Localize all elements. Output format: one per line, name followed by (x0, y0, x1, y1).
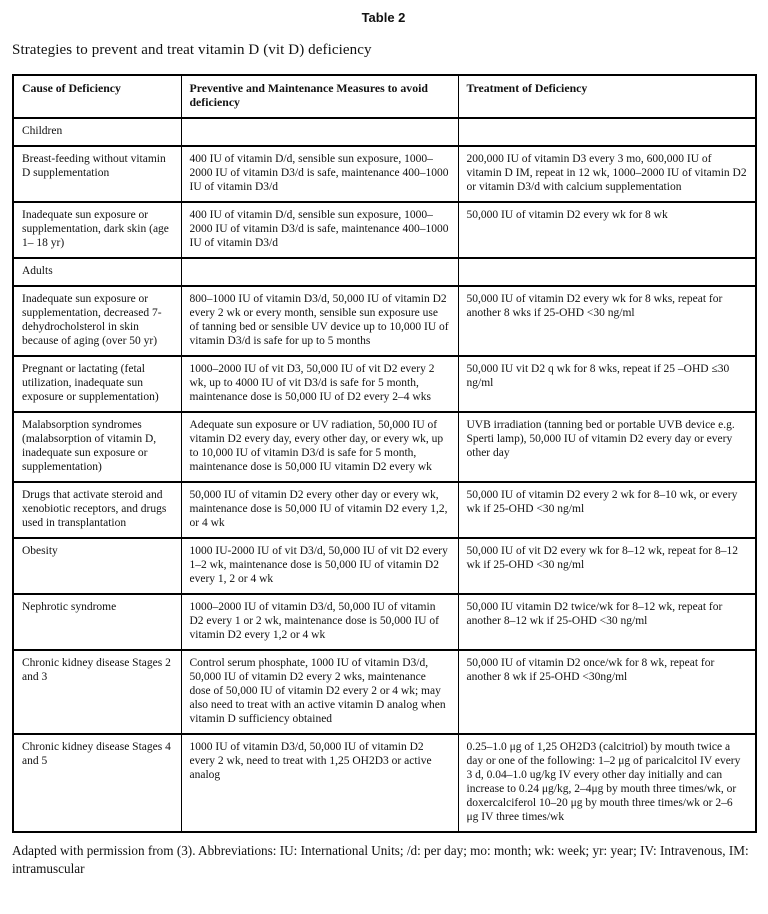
column-header-preventive: Preventive and Maintenance Measures to avoid deficiency (181, 75, 458, 118)
table-number-label: Table 2 (361, 10, 406, 25)
cell-cause: Malabsorption syndromes (malabsorption of vitamin D, inadequate sun exposure or supplementation) (13, 412, 181, 482)
cell-cause: Drugs that activate steroid and xenobiotic receptors, and drugs used in transplantation (13, 482, 181, 538)
column-header-cause: Cause of Deficiency (13, 75, 181, 118)
cell-cause: Obesity (13, 538, 181, 594)
empty-cell (458, 258, 756, 286)
cell-treatment: 50,000 IU of vitamin D2 once/wk for 8 wk, repeat for another 8 wk if 25-OHD <30ng/ml (458, 650, 756, 734)
cell-treatment: 50,000 IU of vit D2 every wk for 8–12 wk, repeat for 8–12 wk if 25-OHD <30 ng/ml (458, 538, 756, 594)
cell-cause: Inadequate sun exposure or supplementation, dark skin (age 1– 18 yr) (13, 202, 181, 258)
table-header (13, 75, 756, 118)
table-row (13, 356, 756, 412)
cell-preventive: 800–1000 IU of vitamin D3/d, 50,000 IU of vitamin D2 every 2 wk or every month, sensible sun exposure use of tanning bed or sensible UV device up to 10,000 IU of vitamin D3/d is safe for up to 5 months (181, 286, 458, 356)
cell-cause: Inadequate sun exposure or supplementation, decreased 7-dehydrocholsterol in skin because of aging (over 50 yr) (13, 286, 181, 356)
table-row (13, 734, 756, 832)
cell-treatment: 50,000 IU of vitamin D2 every wk for 8 wk (458, 202, 756, 258)
section-row (13, 118, 756, 146)
cell-cause: Nephrotic syndrome (13, 594, 181, 650)
cell-preventive: 50,000 IU of vitamin D2 every other day or every wk, maintenance dose is 50,000 IU of vitamin D2 every 1,2, or 4 wk (181, 482, 458, 538)
section-label: Adults (13, 258, 181, 286)
table-row (13, 146, 756, 202)
cell-treatment: UVB irradiation (tanning bed or portable UVB device e.g. Sperti lamp), 50,000 IU of vitamin D2 every day or every other day (458, 412, 756, 482)
cell-treatment: 0.25–1.0 μg of 1,25 OH2D3 (calcitriol) by mouth twice a day or one of the following: 1–2 μg of paricalcitol IV every 3 d, 0.04–1.0 ug/kg IV every other day initially and can increase to 0.24 μg/kg, 2–4μg by mouth three times/wk, or doxercalciferol 10–20 μg by mouth three times/wk or 2–6 μg IV three times/wk (458, 734, 756, 832)
cell-preventive: 1000 IU of vitamin D3/d, 50,000 IU of vitamin D2 every 2 wk, need to treat with 1,25 OH2D3 or active analog (181, 734, 458, 832)
cell-treatment: 50,000 IU of vitamin D2 every 2 wk for 8–10 wk, or every wk if 25-OHD <30 ng/ml (458, 482, 756, 538)
table-row (13, 594, 756, 650)
cell-preventive: 400 IU of vitamin D/d, sensible sun exposure, 1000–2000 IU of vitamin D3/d is safe, maintenance 400–1000 IU of vitamin D3/d (181, 146, 458, 202)
section-row (13, 258, 756, 286)
cell-preventive: 1000–2000 IU of vit D3, 50,000 IU of vit D2 every 2 wk, up to 4000 IU of vit D3/d is safe for 5 month, maintenance dose is 50,000 IU of D2 every 2–4 wks (181, 356, 458, 412)
cell-treatment: 50,000 IU vitamin D2 twice/wk for 8–12 wk, repeat for another 8–12 wk if 25-OHD <30 ng/ml (458, 594, 756, 650)
cell-cause: Chronic kidney disease Stages 2 and 3 (13, 650, 181, 734)
table-row (13, 650, 756, 734)
cell-treatment: 200,000 IU of vitamin D3 every 3 mo, 600,000 IU of vitamin D IM, repeat in 12 wk, 1000–2000 IU of vitamin D2 or vitamin D3/d with calcium supplementation (458, 146, 756, 202)
table-row (13, 286, 756, 356)
cell-treatment: 50,000 IU vit D2 q wk for 8 wks, repeat if 25 –OHD ≤30 ng/ml (458, 356, 756, 412)
column-header-treatment: Treatment of Deficiency (458, 75, 756, 118)
table-row (13, 412, 756, 482)
cell-cause: Chronic kidney disease Stages 4 and 5 (13, 734, 181, 832)
table-row (13, 538, 756, 594)
cell-treatment: 50,000 IU of vitamin D2 every wk for 8 wks, repeat for another 8 wks if 25-OHD <30 ng/ml (458, 286, 756, 356)
cell-preventive: 1000 IU-2000 IU of vit D3/d, 50,000 IU of vit D2 every 1–2 wk, maintenance dose is 50,000 IU of vitamin D2 every 1, 2 or 4 wk (181, 538, 458, 594)
cell-cause: Breast-feeding without vitamin D supplementation (13, 146, 181, 202)
table-footnote: Adapted with permission from (3). Abbreviations: IU: International Units; /d: per day; mo: month; wk: week; yr: year; IV: Intravenous, IM: intramuscular (12, 843, 749, 877)
cell-preventive: 1000–2000 IU of vitamin D3/d, 50,000 IU of vitamin D2 every 1 or 2 wk, maintenance dose is 50,000 IU of vitamin D2 every 1,2 or 4 wk (181, 594, 458, 650)
table-row (13, 202, 756, 258)
empty-cell (181, 258, 458, 286)
cell-preventive: Control serum phosphate, 1000 IU of vitamin D3/d, 50,000 IU of vitamin D2 every 2 wks, maintenance dose of 50,000 IU of vitamin D2 every 2 or 4 wk; may also need to treat with an active vitamin D analog when vitamin D sufficiency obtained (181, 650, 458, 734)
empty-cell (458, 118, 756, 146)
cell-preventive: 400 IU of vitamin D/d, sensible sun exposure, 1000–2000 IU of vitamin D3/d is safe, maintenance 400–1000 IU of vitamin D3/d (181, 202, 458, 258)
empty-cell (181, 118, 458, 146)
vitamin-d-table (12, 74, 757, 833)
table-row (13, 482, 756, 538)
table-caption: Strategies to prevent and treat vitamin D (vit D) deficiency (12, 42, 372, 58)
cell-preventive: Adequate sun exposure or UV radiation, 50,000 IU of vitamin D2 every day, every other day, or every wk, up to 10,000 IU of vitamin D3/d is safe for 5 month, maintenance dose is 50,000 IU vitamin D2 every wk (181, 412, 458, 482)
table-body (13, 118, 756, 833)
header-row (13, 75, 756, 118)
section-label: Children (13, 118, 181, 146)
cell-cause: Pregnant or lactating (fetal utilization, inadequate sun exposure or supplementation) (13, 356, 181, 412)
